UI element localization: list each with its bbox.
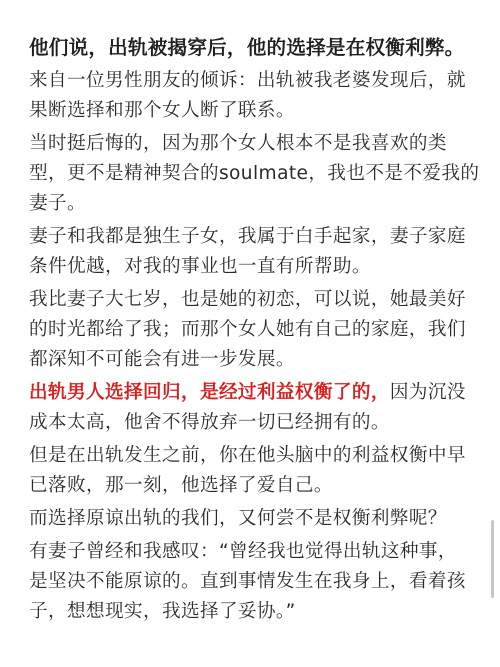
paragraph-7-line-1: 而选择原谅出轨的我们，又何尝不是权衡利弊呢？ [29, 508, 447, 529]
article-title: 他们说，出轨被揭穿后，他的选择是在权衡利弊。 [29, 36, 465, 59]
paragraph-5-line-2: 成本太高，他舍不得放弃一切已经拥有的。 [29, 412, 390, 433]
paragraph-4 [29, 285, 472, 375]
paragraph-2-line-3: 妻子。 [29, 193, 86, 214]
paragraph-3 [29, 222, 472, 282]
paragraph-8 [29, 537, 472, 627]
paragraph-4-line-2: 的时光都给了我；而那个女人她有自己的家庭，我们 [29, 319, 466, 340]
paragraph-8-line-3: 子，想想现实，我选择了妥协。” [29, 601, 296, 622]
paragraph-1-line-2: 果断选择和那个女人断了联系。 [29, 100, 295, 121]
paragraph-1-line-1: 来自一位男性朋友的倾诉：出轨被我老婆发现后，就 [29, 70, 466, 91]
paragraph-4-line-1: 我比妻子大七岁，也是她的初恋，可以说，她最美好 [29, 289, 466, 310]
paragraph-5-line-1-rest: 因为沉没 [389, 382, 466, 403]
paragraph-6-line-2: 已落败，那一刻，他选择了爱自己。 [29, 475, 333, 496]
paragraph-6 [29, 441, 472, 501]
paragraph-5 [29, 378, 472, 438]
paragraph-5-line-1 [29, 378, 472, 408]
scrollbar-thumb[interactable] [491, 520, 494, 598]
paragraph-2-line-2: 型，更不是精神契合的soulmate，我也不是不爱我的 [29, 163, 480, 184]
paragraph-7 [29, 504, 472, 534]
paragraph-3-line-2: 条件优越，对我的事业也一直有所帮助。 [29, 256, 371, 277]
paragraph-2-line-1: 当时挺后悔的，因为那个女人根本不是我喜欢的类 [29, 133, 447, 154]
paragraph-3-line-1: 妻子和我都是独生子女，我属于白手起家，妻子家庭 [29, 226, 466, 247]
paragraph-1 [29, 66, 472, 126]
paragraph-2 [29, 129, 480, 219]
paragraph-8-line-2: 是坚决不能原谅的。直到事情发生在我身上，看着孩 [29, 571, 466, 592]
paragraph-6-line-1: 但是在出轨发生之前，你在他头脑中的利益权衡中早 [29, 445, 466, 466]
paragraph-8-line-1: 有妻子曾经和我感叹：“曾经我也觉得出轨这种事， [29, 541, 457, 562]
paragraph-4-line-3: 都深知不可能会有进一步发展。 [29, 349, 295, 370]
highlighted-sentence: 出轨男人选择回归，是经过利益权衡了的， [29, 382, 390, 403]
